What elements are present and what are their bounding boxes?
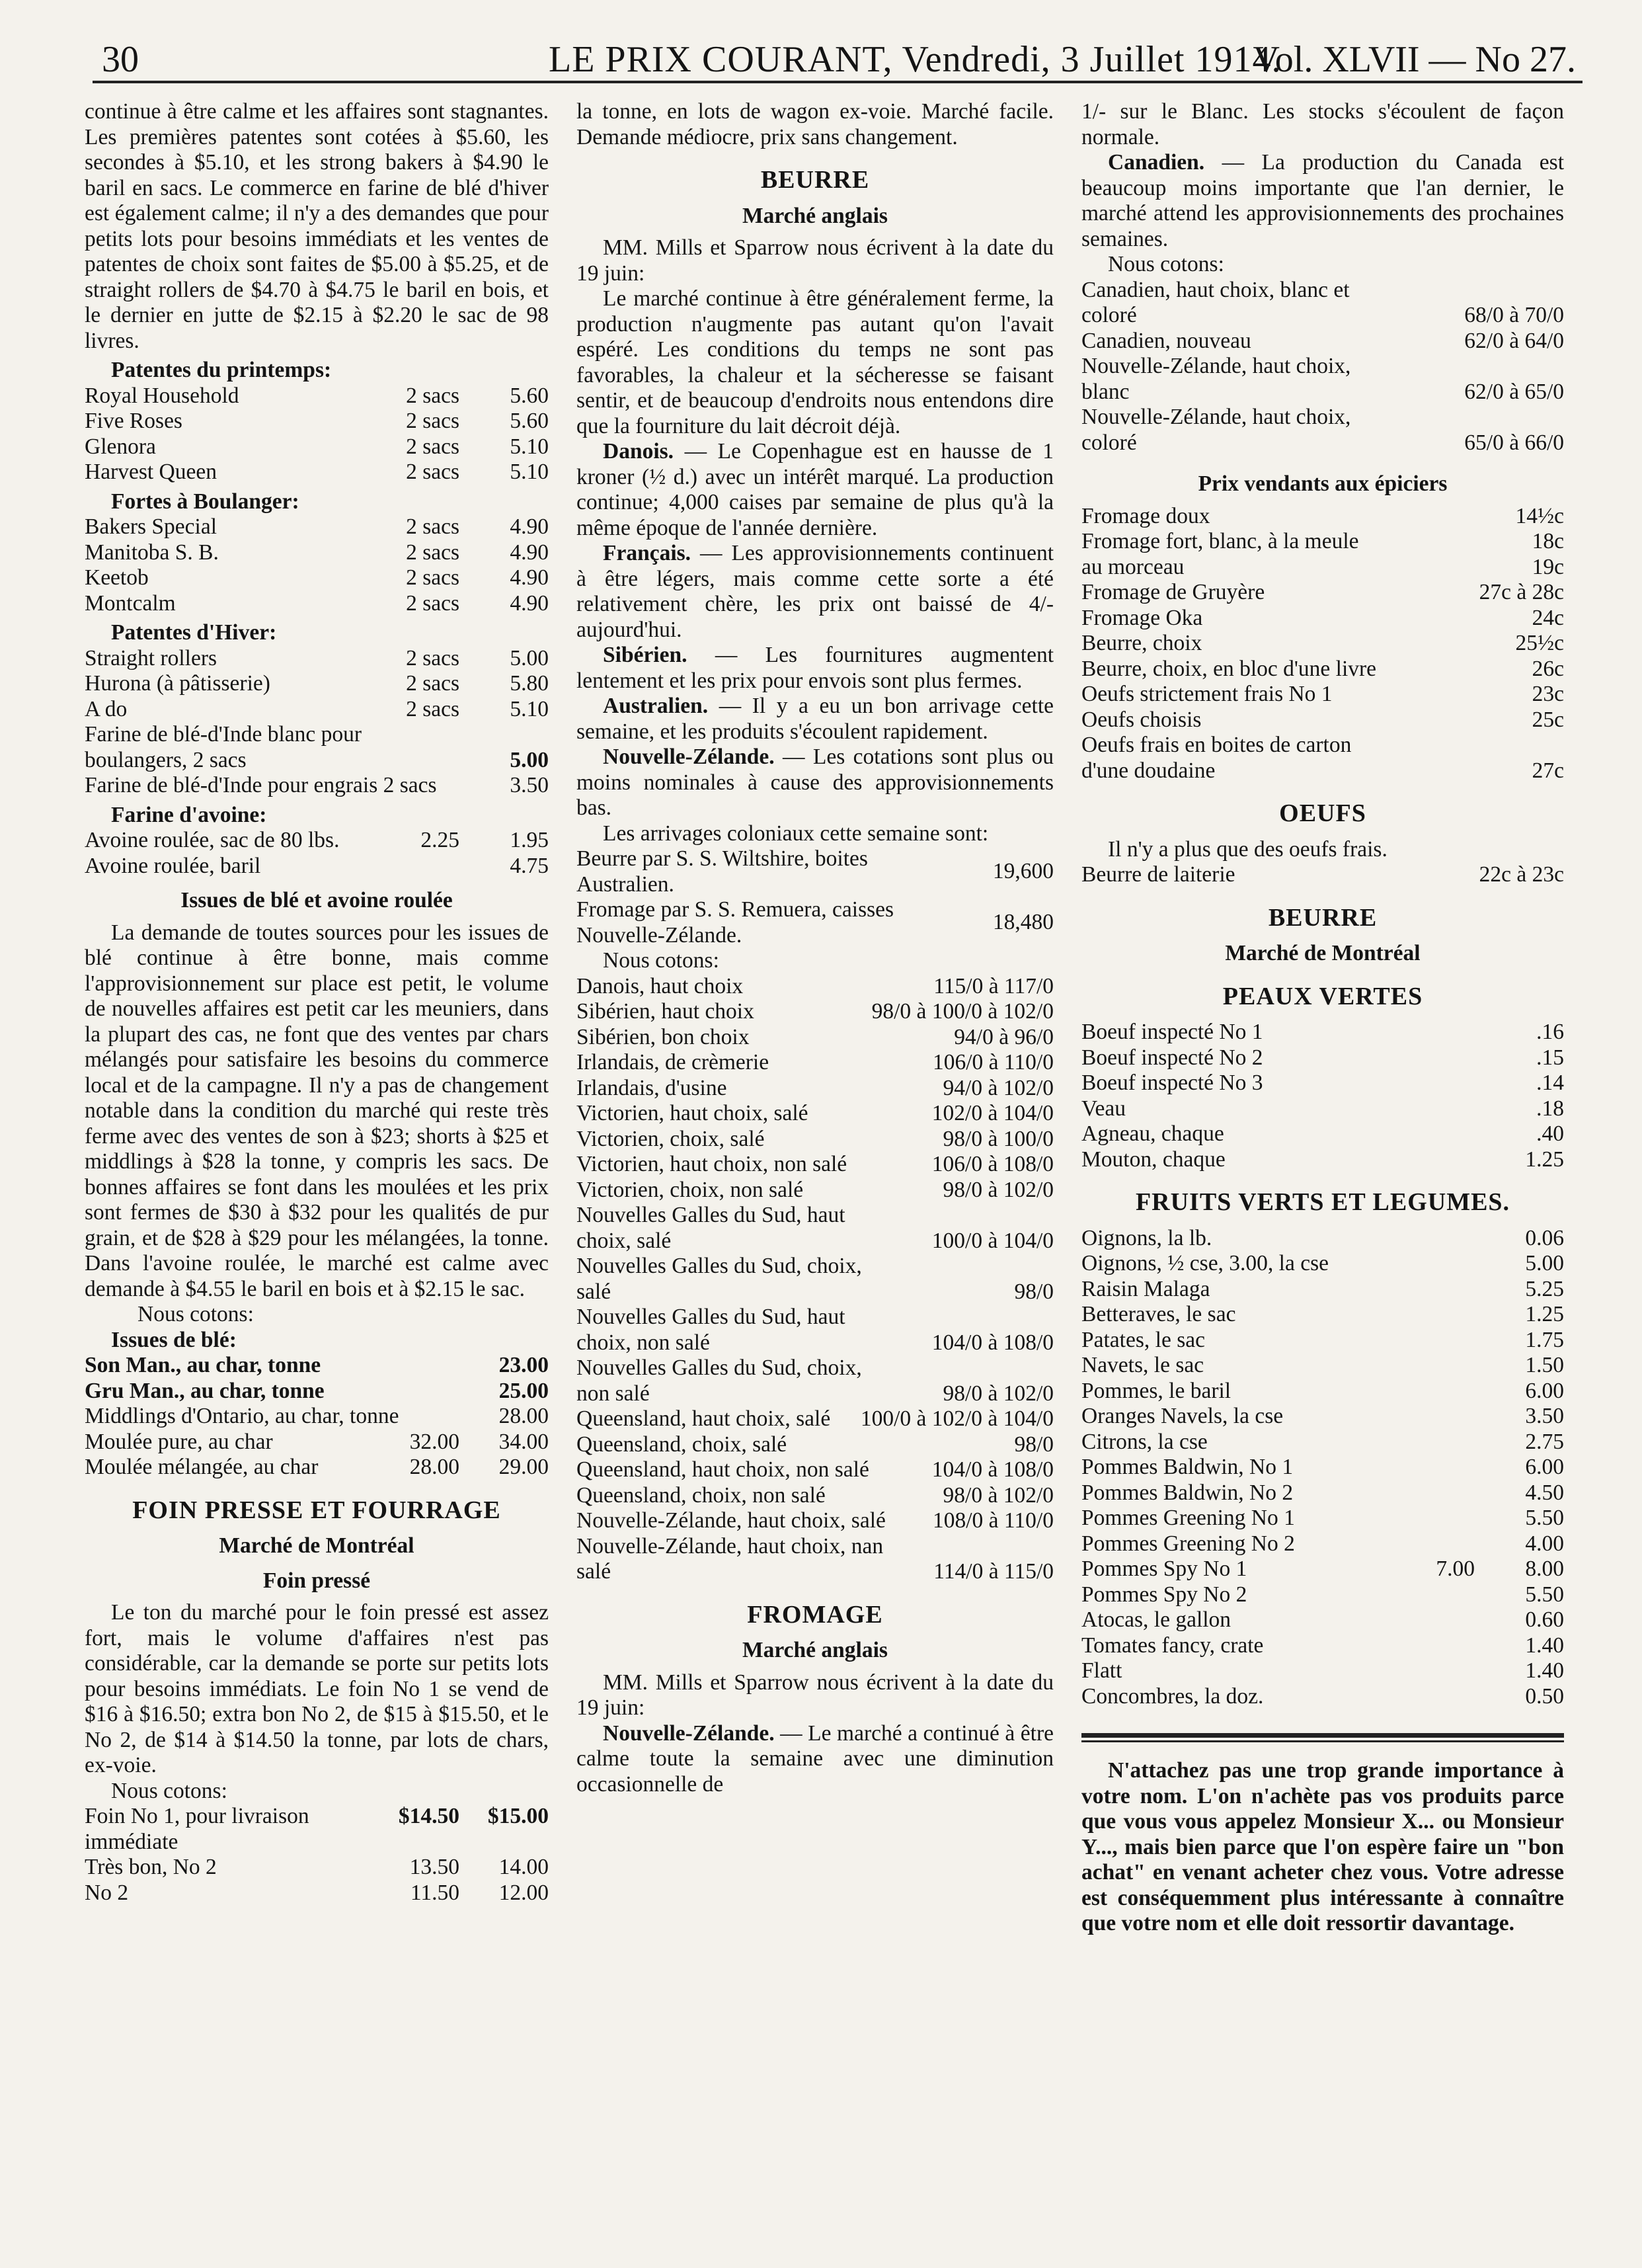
bran-section-title: Issues de blé et avoine roulée xyxy=(180,888,453,912)
column-2 xyxy=(576,99,1054,1797)
item-name: Pommes Greening No 1 xyxy=(1081,1506,1295,1530)
price-row xyxy=(576,1152,1054,1178)
item-price xyxy=(1369,1607,1475,1633)
price-row xyxy=(1081,1430,1564,1455)
price-row: Keetob 2 sacs 4.90 xyxy=(85,565,549,590)
item-price: 104/0 à 108/0 xyxy=(931,1330,1054,1355)
item-price: 25½c xyxy=(1515,631,1564,655)
item-name: Nouvelle-Zélande, haut choix, nan salé xyxy=(576,1533,884,1584)
item-price: 8.00 xyxy=(1525,1557,1564,1581)
price-row xyxy=(1081,1557,1564,1582)
item-price: 3.50 xyxy=(1525,1404,1564,1428)
winter-patents-title: Patentes d'Hiver: xyxy=(111,620,277,645)
item-price xyxy=(1369,1353,1475,1379)
item-price: .16 xyxy=(1536,1020,1564,1044)
item-price xyxy=(1369,1379,1475,1404)
item-price: 1.40 xyxy=(1525,1633,1564,1658)
publication-title: LE PRIX COURANT, Vendredi, 3 Juillet 1914. xyxy=(549,39,1282,80)
price-row xyxy=(1081,1582,1564,1608)
item-price: 0.06 xyxy=(1525,1225,1564,1250)
bran-text: La demande de toutes sources pour les issues de blé continue à être bonne, mais comme l'approvisionnement sur place est petit, le volume de nouvelles affaires est petit car les meuniers, dans la plupart des cas, ne font que des ventes par chars mélangés pour satisfaire les besoins du commerce local et de la campagne. Il n'y a pas de changement notable dans la condition du marché qui reste très ferme avec des ventes de son à $23; shorts à $25 et middlings à $28 la tonne, y compris les sacs. De bonnes affaires se font dans les moulées et les prix sont fermes de $30 à $32 pour les qualités de pur grain, et de $28 à $29 pour les mélangées, la tonne. Dans l'avoine roulée, le marché est calme avec demande à $4.55 le baril en bois et à $2.15 le sac. xyxy=(85,920,549,1301)
item-name: Citrons, la cse xyxy=(1081,1429,1208,1454)
hay-quote-label: Nous cotons: xyxy=(111,1778,227,1803)
price-row: Montcalm 2 sacs 4.90 xyxy=(85,590,549,616)
canadian-paragraph: Canadien. — La production du Canada est beaucoup moins importante que l'an dernier, le marché attend les approvisionnements des prochaines semaines. xyxy=(1081,150,1564,251)
item-name: Oignons, ½ cse, 3.00, la cse xyxy=(1081,1251,1329,1276)
item-name: Raisin Malaga xyxy=(1081,1276,1210,1301)
item-price: 6.00 xyxy=(1525,1455,1564,1479)
price-row xyxy=(1081,1607,1564,1633)
item-price: .40 xyxy=(1536,1121,1564,1146)
price-row xyxy=(1081,1633,1564,1659)
price-row xyxy=(1081,529,1564,555)
hides-list xyxy=(1081,1020,1564,1172)
price-row: A do 2 sacs 5.10 xyxy=(85,696,549,721)
quote-label: Nous cotons: xyxy=(603,948,719,973)
item-name: Flatt xyxy=(1081,1658,1122,1683)
grocers-list xyxy=(1081,504,1564,784)
cheese-nz-paragraph: Nouvelle-Zélande. — Le marché a continué à être calme toute la semaine avec une diminution occasionnelle de xyxy=(576,1721,1054,1797)
price-row: Très bon, No 2 13.50 14.00 xyxy=(85,1855,549,1879)
item-price: 62/0 à 65/0 xyxy=(1464,379,1564,404)
hay-text: Le ton du marché pour le foin pressé est assez fort, mais le volume d'affaires n'est pas considérable, car la demande se porte sur petits lots pour besoins immédiats. Le foin No 1 se vend de $16 à $16.50; extra bon No 2, de $15 à $15.50, et le No 2, de $14 à $14.50 la tonne, par lots de chars, ex-voie. xyxy=(85,1600,549,1777)
baker-strong-list xyxy=(85,514,549,616)
price-row: No 2 11.50 12.00 xyxy=(85,1880,549,1905)
item-price: 100/0 à 104/0 xyxy=(931,1228,1054,1253)
item-price: 5.50 xyxy=(1525,1582,1564,1607)
price-row: Moulée pure, au char 32.00 34.00 xyxy=(85,1429,549,1454)
item-price xyxy=(1369,1684,1475,1710)
column-3 xyxy=(1081,99,1564,1937)
price-row: Moulée mélangée, au char 28.00 29.00 xyxy=(85,1455,549,1479)
price-row: Glenora 2 sacs 5.10 xyxy=(85,434,549,459)
item-name: Tomates fancy, crate xyxy=(1081,1633,1264,1658)
item-name: Fromage doux xyxy=(1081,503,1210,528)
item-price: 26c xyxy=(1532,656,1564,681)
cheese-intro: MM. Mills et Sparrow nous écrivent à la date du 19 juin: xyxy=(576,1670,1054,1720)
item-name: Queensland, choix, salé xyxy=(576,1432,787,1457)
item-name: Betteraves, le sac xyxy=(1081,1302,1236,1326)
item-price: 98/0 xyxy=(1014,1279,1054,1304)
price-row xyxy=(1081,1328,1564,1354)
butter-montreal-sub: Marché de Montréal xyxy=(1225,941,1421,965)
hay-market-subheading: Marché de Montréal xyxy=(219,1533,414,1558)
item-price: 106/0 à 110/0 xyxy=(933,1050,1054,1074)
item-name: Victorien, haut choix, salé xyxy=(576,1101,808,1125)
cheese-english-market: Marché anglais xyxy=(742,1638,888,1662)
arrivals-intro: Les arrivages coloniaux cette semaine sont: xyxy=(603,821,989,846)
butter-english-market: Marché anglais xyxy=(742,203,888,228)
item-price: 7.00 xyxy=(1436,1557,1475,1581)
price-row: Manitoba S. B. 2 sacs 4.90 xyxy=(85,540,549,565)
price-row xyxy=(576,1305,1054,1356)
item-name: Fromage fort, blanc, à la meule xyxy=(1081,529,1359,553)
price-row xyxy=(576,1483,1054,1509)
eggs-heading: OEUFS xyxy=(1279,799,1366,827)
item-price: 62/0 à 64/0 xyxy=(1464,328,1564,353)
price-row: Son Man., au char, tonne 23.00 xyxy=(85,1353,549,1377)
item-name: Boeuf inspecté No 1 xyxy=(1081,1020,1263,1044)
item-name: Nouvelle-Zélande, haut choix, coloré xyxy=(1081,405,1351,455)
arrival-row: Beurre par S. S. Wiltshire, boites Australien. 19,600 xyxy=(576,846,1054,897)
price-row: Five Roses 2 sacs 5.60 xyxy=(85,409,549,433)
item-name: Irlandais, de crèmerie xyxy=(576,1050,769,1074)
item-price: 1.40 xyxy=(1525,1658,1564,1683)
item-name: Beurre, choix, en bloc d'une livre xyxy=(1081,656,1377,681)
item-name: Boeuf inspecté No 3 xyxy=(1081,1071,1263,1095)
item-name: Oignons, la lb. xyxy=(1081,1225,1212,1250)
item-price: 18c xyxy=(1532,529,1564,553)
price-row xyxy=(576,1101,1054,1127)
flour-intro: continue à être calme et les affaires sont stagnantes. Les premières patentes sont cotées à $5.60, les secondes à $5.10, et les strong bakers à $4.90 le baril en sacs. Le commerce en farine de blé d'hiver est également calme; il n'y a des demandes que pour petits lots pour besoins immédiats et les ventes de patentes de choix sont faites de $5.00 à $5.25, et de straight rollers de $4.70 à $4.75 le baril en bois, et le dernier en jutte de $2.15 à $2.20 le sac de 98 livres. xyxy=(85,99,549,353)
price-row xyxy=(1081,1045,1564,1071)
item-price: 19c xyxy=(1532,554,1564,579)
price-row xyxy=(1081,1147,1564,1173)
item-price: 25c xyxy=(1532,707,1564,732)
notice-text: N'attachez pas une trop grande importance à votre nom. L'on n'achète pas vos produits parce que vous vous appelez Monsieur X... ou Monsieur Y..., mais bien parce que l'on espère faire un "bon achat" en venant acheter chez vous. Votre adresse est conséquemment plus intéressante à connaître que votre nom et elle doit ressortir davantage. xyxy=(1081,1758,1564,1935)
item-price xyxy=(1369,1582,1475,1608)
price-row xyxy=(576,1432,1054,1458)
hay-continued: la tonne, en lots de wagon ex-voie. Marché facile. Demande médiocre, prix sans changement. xyxy=(576,99,1054,149)
price-row xyxy=(1081,1096,1564,1122)
item-price: 98/0 xyxy=(1014,1432,1054,1457)
column-1 xyxy=(85,99,549,1906)
butter-montreal-heading: BEURRE xyxy=(1268,903,1378,932)
price-row xyxy=(1081,354,1564,405)
item-name: Pommes Greening No 2 xyxy=(1081,1531,1295,1556)
butter-heading: BEURRE xyxy=(760,166,870,194)
nz-paragraph: Nouvelle-Zélande. — Les cotations sont plus ou moins nominales à cause des approvisionnements bas. xyxy=(576,745,1054,820)
item-name: Nouvelle-Zélande, haut choix, salé xyxy=(576,1508,886,1533)
butter-intro: MM. Mills et Sparrow nous écrivent à la date du 19 juin: xyxy=(576,235,1054,286)
item-name: au morceau xyxy=(1081,554,1185,579)
notice-box xyxy=(1081,1758,1564,1937)
item-name: Nouvelle-Zélande, haut choix, blanc xyxy=(1081,354,1351,404)
price-row: Foin No 1, pour livraison immédiate $14.50 $15.00 xyxy=(85,1804,549,1854)
item-name: Nouvelles Galles du Sud, choix, salé xyxy=(576,1254,862,1304)
baker-strong-title: Fortes à Boulanger: xyxy=(111,489,299,514)
price-row: Gru Man., au char, tonne 25.00 xyxy=(85,1378,549,1403)
page-number: 30 xyxy=(102,39,139,80)
australian-paragraph: Australien. — Il y a eu un bon arrivage cette semaine, et les produits s'écoulent rapidement. xyxy=(576,694,1054,744)
price-row xyxy=(1081,1658,1564,1684)
price-row: Middlings d'Ontario, au char, tonne 28.00 xyxy=(85,1404,549,1428)
price-row xyxy=(1081,1404,1564,1430)
item-price: 98/0 à 102/0 xyxy=(943,1381,1054,1406)
item-price: 4.50 xyxy=(1525,1480,1564,1505)
item-price: 4.00 xyxy=(1525,1531,1564,1556)
price-row xyxy=(576,1025,1054,1051)
price-row xyxy=(1081,1531,1564,1557)
item-price: 68/0 à 70/0 xyxy=(1464,303,1564,327)
price-row: Bakers Special 2 sacs 4.90 xyxy=(85,514,549,539)
danish-paragraph: Danois. — Le Copenhague est en hausse de 1 kroner (½ d.) avec un intérêt marqué. La production continue; 4,000 caises par semaine de plus qu'à la même époque de l'année dernière. xyxy=(576,439,1054,540)
price-row xyxy=(1081,1277,1564,1303)
item-name: Victorien, choix, salé xyxy=(576,1126,765,1151)
fruits-heading: FRUITS VERTS ET LEGUMES. xyxy=(1135,1188,1510,1216)
price-row: Farine de blé-d'Inde blanc pour boulangers, 2 sacs 5.00 xyxy=(85,722,549,772)
quote-label: Nous cotons: xyxy=(1108,252,1224,276)
oat-flour-title: Farine d'avoine: xyxy=(111,802,267,827)
item-price: 104/0 à 108/0 xyxy=(931,1457,1054,1482)
price-row xyxy=(576,1076,1054,1102)
price-row xyxy=(576,1127,1054,1153)
price-row xyxy=(1081,682,1564,708)
item-price: 65/0 à 66/0 xyxy=(1464,430,1564,455)
item-name: Pommes, le baril xyxy=(1081,1378,1232,1403)
item-price xyxy=(1369,1531,1475,1557)
item-price: 98/0 à 102/0 xyxy=(943,1482,1054,1508)
cheese-continued: 1/- sur le Blanc. Les stocks s'écoulent de façon normale. xyxy=(1081,99,1564,149)
item-price xyxy=(1369,1633,1475,1659)
item-price: 94/0 à 102/0 xyxy=(943,1075,1054,1100)
price-row xyxy=(1081,1353,1564,1379)
butter-paragraph: Le marché continue à être généralement ferme, la production n'augmente pas autant qu'on l'avait espéré. Les conditions du temps ne sont pas favorables, la chaleur et la sécheresse se faisant sentir, et de beaucoup d'endroits nous entendons dire que la fourniture du lait décroit déjà. xyxy=(576,286,1054,438)
item-name: Agneau, chaque xyxy=(1081,1121,1224,1146)
item-name: Veau xyxy=(1081,1096,1126,1121)
item-price: .15 xyxy=(1536,1045,1564,1070)
item-price: 14½c xyxy=(1515,503,1564,528)
item-price: 5.00 xyxy=(1525,1251,1564,1276)
winter-patents-list xyxy=(85,646,549,723)
price-row xyxy=(1081,278,1564,329)
item-price: 5.25 xyxy=(1525,1276,1564,1301)
item-name: Pommes Spy No 1 xyxy=(1081,1557,1247,1581)
item-price xyxy=(1369,1506,1475,1531)
item-price xyxy=(1369,1455,1475,1480)
price-row xyxy=(1081,708,1564,733)
item-name: Sibérien, bon choix xyxy=(576,1024,750,1049)
item-price xyxy=(1369,1251,1475,1277)
item-name: Nouvelles Galles du Sud, haut choix, non salé xyxy=(576,1305,845,1355)
price-row xyxy=(1081,504,1564,530)
price-row xyxy=(1081,1480,1564,1506)
item-price xyxy=(1369,1658,1475,1684)
item-name: Victorien, haut choix, non salé xyxy=(576,1152,847,1176)
french-paragraph: Français. — Les approvisionnements continuent à être légers, mais comme cette sorte a été relativement chère, les prix ont baissé de 4/- aujourd'hui. xyxy=(576,541,1054,642)
item-price: 1.75 xyxy=(1525,1327,1564,1352)
price-row xyxy=(576,1356,1054,1406)
item-price: 6.00 xyxy=(1525,1378,1564,1403)
item-price: 98/0 à 102/0 xyxy=(943,1177,1054,1202)
item-price: 0.50 xyxy=(1525,1683,1564,1709)
spring-patents-title: Patentes du printemps: xyxy=(111,358,332,382)
spring-patents-list xyxy=(85,384,549,485)
hay-pressed-subheading: Foin pressé xyxy=(262,1568,371,1593)
item-name: Oranges Navels, la cse xyxy=(1081,1404,1284,1428)
item-name: Mouton, chaque xyxy=(1081,1147,1226,1172)
item-name: Queensland, choix, non salé xyxy=(576,1482,826,1508)
price-row xyxy=(1081,631,1564,657)
item-price xyxy=(1369,1302,1475,1328)
hay-section-heading: FOIN PRESSE ET FOURRAGE xyxy=(132,1496,501,1524)
price-row: Beurre de laiterie 22c à 23c xyxy=(1081,862,1564,887)
item-name: Pommes Spy No 2 xyxy=(1081,1582,1247,1607)
cheese-heading: FROMAGE xyxy=(747,1600,883,1629)
price-row: Straight rollers 2 sacs 5.00 xyxy=(85,645,549,670)
item-price: 94/0 à 96/0 xyxy=(954,1024,1054,1049)
price-row: Harvest Queen 2 sacs 5.10 xyxy=(85,460,549,484)
item-name: Victorien, choix, non salé xyxy=(576,1177,804,1202)
arrival-row: Fromage par S. S. Remuera, caisses Nouvelle-Zélande. 18,480 xyxy=(576,897,1054,948)
item-price: 102/0 à 104/0 xyxy=(931,1101,1054,1125)
price-row xyxy=(576,1406,1054,1432)
item-name: Pommes Baldwin, No 1 xyxy=(1081,1455,1294,1479)
item-name: Fromage de Gruyère xyxy=(1081,580,1265,604)
item-name: Concombres, la doz. xyxy=(1081,1683,1264,1709)
price-row: Avoine roulée, baril 4.75 xyxy=(85,853,549,878)
cheese-quotes-list xyxy=(1081,278,1564,456)
item-price: .14 xyxy=(1536,1071,1564,1095)
masthead xyxy=(73,26,1583,83)
price-row xyxy=(576,1203,1054,1254)
item-price xyxy=(1369,1430,1475,1455)
price-row xyxy=(576,1254,1054,1305)
item-name: Beurre, choix xyxy=(1081,631,1202,655)
item-name: Nouvelles Galles du Sud, haut choix, salé xyxy=(576,1203,845,1253)
item-name: Fromage Oka xyxy=(1081,605,1203,630)
price-row xyxy=(1081,657,1564,682)
price-row: Farine de blé-d'Inde pour engrais 2 sacs 3.50 xyxy=(85,773,549,797)
price-row xyxy=(1081,1379,1564,1404)
volume-number: Vol. XLVII — No 27. xyxy=(1253,39,1576,80)
item-name: Irlandais, d'usine xyxy=(576,1075,727,1100)
price-row xyxy=(1081,555,1564,581)
price-row xyxy=(1081,580,1564,606)
butter-quotes-list xyxy=(576,974,1054,1585)
item-name: Pommes Baldwin, No 2 xyxy=(1081,1480,1294,1505)
price-row xyxy=(1081,1251,1564,1277)
header-rule xyxy=(93,81,1583,83)
item-name: Queensland, haut choix, non salé xyxy=(576,1457,869,1482)
item-name: Atocas, le gallon xyxy=(1081,1607,1232,1632)
siberian-paragraph: Sibérien. — Les fournitures augmentent lentement et les prix pour envois sont plus fermes. xyxy=(576,643,1054,693)
item-price xyxy=(1369,1480,1475,1506)
price-row: Royal Household 2 sacs 5.60 xyxy=(85,383,549,408)
bran-sub-label: Issues de blé: xyxy=(111,1327,237,1352)
item-price: 115/0 à 117/0 xyxy=(933,973,1054,998)
item-price: 1.25 xyxy=(1525,1147,1564,1172)
price-row: Hurona (à pâtisserie) 2 sacs 5.80 xyxy=(85,671,549,696)
price-row xyxy=(576,1457,1054,1483)
item-name: Oeufs choisis xyxy=(1081,707,1202,732)
item-name: Navets, le sac xyxy=(1081,1353,1204,1377)
item-name: Nouvelles Galles du Sud, choix, non salé xyxy=(576,1356,862,1406)
item-price: 23c xyxy=(1532,682,1564,706)
item-price: 1.25 xyxy=(1525,1302,1564,1326)
item-price xyxy=(1369,1226,1475,1252)
item-price: 27c xyxy=(1532,758,1564,783)
item-price xyxy=(1369,1404,1475,1430)
price-row xyxy=(576,1534,1054,1585)
price-row xyxy=(576,974,1054,1000)
price-row xyxy=(1081,1455,1564,1480)
item-price: 114/0 à 115/0 xyxy=(933,1559,1054,1584)
price-row xyxy=(1081,606,1564,631)
price-row xyxy=(576,999,1054,1025)
item-name: Sibérien, haut choix xyxy=(576,999,754,1024)
price-row xyxy=(1081,1302,1564,1328)
item-price: 108/0 à 110/0 xyxy=(933,1508,1054,1533)
item-price xyxy=(1369,1277,1475,1303)
eggs-text: Il n'y a plus que des oeufs frais. xyxy=(1108,836,1388,862)
price-row xyxy=(1081,733,1564,784)
item-price: 2.75 xyxy=(1525,1429,1564,1454)
item-price: 98/0 à 100/0 xyxy=(943,1126,1054,1151)
item-price: 106/0 à 108/0 xyxy=(931,1152,1054,1176)
price-row xyxy=(1081,1121,1564,1147)
item-name: Canadien, nouveau xyxy=(1081,328,1251,353)
grocers-heading: Prix vendants aux épiciers xyxy=(1198,471,1448,496)
item-name: Oeufs strictement frais No 1 xyxy=(1081,682,1333,706)
item-name: Danois, haut choix xyxy=(576,973,744,998)
fruits-list xyxy=(1081,1226,1564,1710)
price-row xyxy=(1081,405,1564,456)
price-row: Avoine roulée, sac de 80 lbs. 2.25 1.95 xyxy=(85,828,549,852)
item-price: .18 xyxy=(1536,1096,1564,1121)
price-row xyxy=(1081,1226,1564,1252)
price-row xyxy=(1081,329,1564,354)
notice-rule xyxy=(1081,1733,1564,1742)
price-row xyxy=(1081,1506,1564,1531)
bran-quote-label: Nous cotons: xyxy=(137,1302,254,1326)
item-price: 0.60 xyxy=(1525,1607,1564,1632)
item-name: Boeuf inspecté No 2 xyxy=(1081,1045,1263,1070)
item-name: Oeufs frais en boites de carton d'une doudaine xyxy=(1081,733,1352,783)
item-name: Queensland, haut choix, salé xyxy=(576,1406,831,1431)
price-row xyxy=(1081,1684,1564,1710)
item-name: Canadien, haut choix, blanc et coloré xyxy=(1081,277,1350,327)
item-price: 5.50 xyxy=(1525,1506,1564,1530)
item-price: 27c à 28c xyxy=(1479,580,1564,604)
item-price: 98/0 à 100/0 à 102/0 xyxy=(871,999,1054,1024)
price-row xyxy=(576,1508,1054,1534)
item-price: 1.50 xyxy=(1525,1353,1564,1377)
price-row xyxy=(576,1050,1054,1076)
item-name: Patates, le sac xyxy=(1081,1327,1205,1352)
item-price xyxy=(1369,1328,1475,1354)
hides-heading: PEAUX VERTES xyxy=(1222,982,1423,1010)
item-price: 100/0 à 102/0 à 104/0 xyxy=(860,1406,1054,1431)
price-row xyxy=(576,1178,1054,1203)
price-row xyxy=(1081,1071,1564,1096)
item-price: 24c xyxy=(1532,605,1564,630)
price-row xyxy=(1081,1020,1564,1045)
